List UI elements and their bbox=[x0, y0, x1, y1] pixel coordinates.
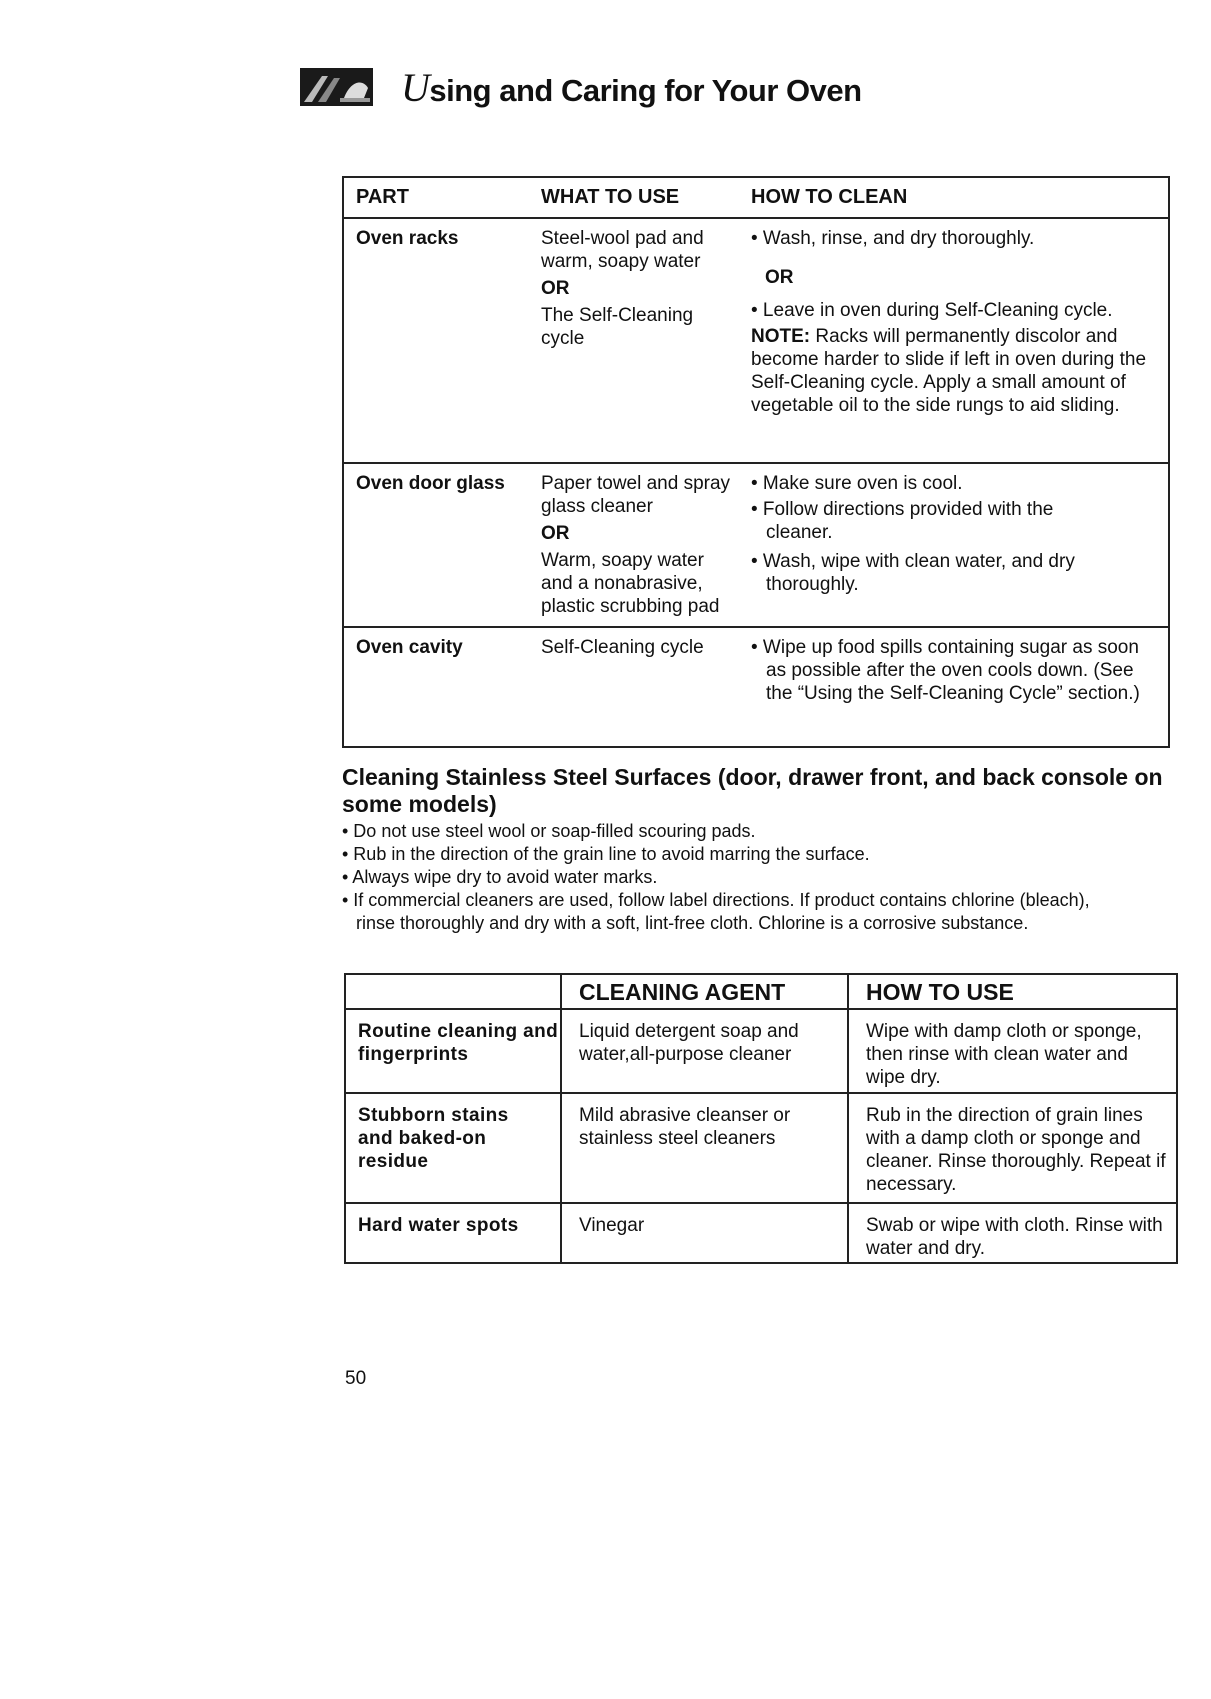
part-cell: Oven cavity bbox=[356, 637, 463, 658]
table-header bbox=[344, 178, 1168, 219]
use-text: Steel-wool pad and warm, soapy water bbox=[541, 228, 704, 272]
page-title: Using and Caring for Your Oven bbox=[401, 64, 862, 110]
surface-cell: Stubborn stains and baked-on residue bbox=[346, 1094, 562, 1202]
agent-cell: Vinegar bbox=[562, 1204, 849, 1262]
list-item: • If commercial cleaners are used, follow label directions. If product contains chlorine (bleach), rinse thoroughly and dry with a soft, lint-free cloth. Chlorine is a corrosive substance. bbox=[342, 890, 1090, 933]
instruction: • Leave in oven during Self-Cleaning cycle. bbox=[751, 300, 1113, 321]
what-to-use-cell bbox=[541, 472, 751, 618]
table-row bbox=[344, 626, 1168, 746]
how-to-clean-cell bbox=[751, 472, 1168, 618]
header-part: PART bbox=[356, 186, 409, 208]
use-text: Self-Cleaning cycle bbox=[541, 637, 704, 658]
table-row bbox=[346, 1202, 1176, 1262]
part-cell: Oven door glass bbox=[356, 473, 505, 494]
note bbox=[751, 325, 1162, 417]
use-text: Warm, soapy water and a nonabrasive, plastic scrubbing pad bbox=[541, 550, 720, 617]
stainless-steel-table bbox=[344, 973, 1178, 1264]
use-text: The Self-Cleaning cycle bbox=[541, 305, 694, 349]
page-header bbox=[300, 62, 862, 112]
list-item: • Always wipe dry to avoid water marks. bbox=[342, 867, 658, 887]
instruction: • Make sure oven is cool. bbox=[751, 473, 963, 494]
how-cell: Wipe with damp cloth or sponge, then rinse with clean water and wipe dry. bbox=[866, 1021, 1142, 1088]
or-text: OR bbox=[765, 267, 794, 288]
surface-cell: Routine cleaning and fingerprints bbox=[346, 1010, 562, 1092]
or-text: OR bbox=[541, 523, 570, 544]
how-cell: Rub in the direction of grain lines with a damp cloth or sponge and cleaner. Rinse thoroughly. Repeat if necessary. bbox=[866, 1105, 1166, 1195]
agent-cell: Mild abrasive cleanser or stainless steel cleaners bbox=[562, 1094, 849, 1202]
part-cell: Oven racks bbox=[356, 228, 459, 249]
instruction: • Wipe up food spills containing sugar as soon as possible after the oven cools down. (See the “Using the Self-Cleaning Cycle” section.) bbox=[751, 637, 1140, 704]
header-how-to-clean: HOW TO CLEAN bbox=[751, 186, 908, 208]
instruction: • Wash, wipe with clean water, and dry thoroughly. bbox=[751, 551, 1075, 595]
what-to-use-cell bbox=[541, 636, 751, 738]
how-to-clean-cell bbox=[751, 636, 1168, 738]
note-text: Racks will permanently discolor and become harder to slide if left in oven during the Self-Cleaning cycle. Apply a small amount of vegetable oil to the side rungs to aid sliding. bbox=[751, 326, 1147, 416]
table-row bbox=[344, 462, 1168, 626]
list-item: • Do not use steel wool or soap-filled scouring pads. bbox=[342, 821, 756, 841]
agent-cell: Liquid detergent soap and water,all-purpose cleaner bbox=[562, 1010, 849, 1092]
note-label: NOTE: bbox=[751, 326, 811, 347]
instruction: • Wash, rinse, and dry thoroughly. bbox=[751, 228, 1035, 249]
how-to-clean-cell bbox=[751, 227, 1168, 454]
table-header bbox=[346, 975, 1176, 1008]
what-to-use-cell bbox=[541, 227, 751, 454]
or-text: OR bbox=[541, 278, 570, 299]
how-cell: Swab or wipe with cloth. Rinse with water and dry. bbox=[866, 1215, 1163, 1259]
section-title: Cleaning Stainless Steel Surfaces (door, drawer front, and back console on some models) bbox=[342, 764, 1163, 817]
table-row bbox=[344, 219, 1168, 462]
bullet-list bbox=[342, 820, 1182, 935]
surface-cell: Hard water spots bbox=[346, 1204, 562, 1262]
header-how-to-use: HOW TO USE bbox=[866, 979, 1014, 1005]
list-item: • Rub in the direction of the grain line to avoid marring the surface. bbox=[342, 844, 870, 864]
header-empty bbox=[346, 975, 562, 1008]
table-row bbox=[346, 1092, 1176, 1202]
header-cleaning-agent: CLEANING AGENT bbox=[562, 975, 849, 1008]
table-row bbox=[346, 1008, 1176, 1092]
use-text: Paper towel and spray glass cleaner bbox=[541, 473, 731, 517]
oven-cleaning-table bbox=[342, 176, 1170, 748]
page-number: 50 bbox=[345, 1368, 367, 1389]
header-what-to-use: WHAT TO USE bbox=[541, 186, 680, 208]
oven-logo-icon bbox=[300, 68, 373, 106]
instruction: • Follow directions provided with the cleaner. bbox=[751, 499, 1054, 543]
